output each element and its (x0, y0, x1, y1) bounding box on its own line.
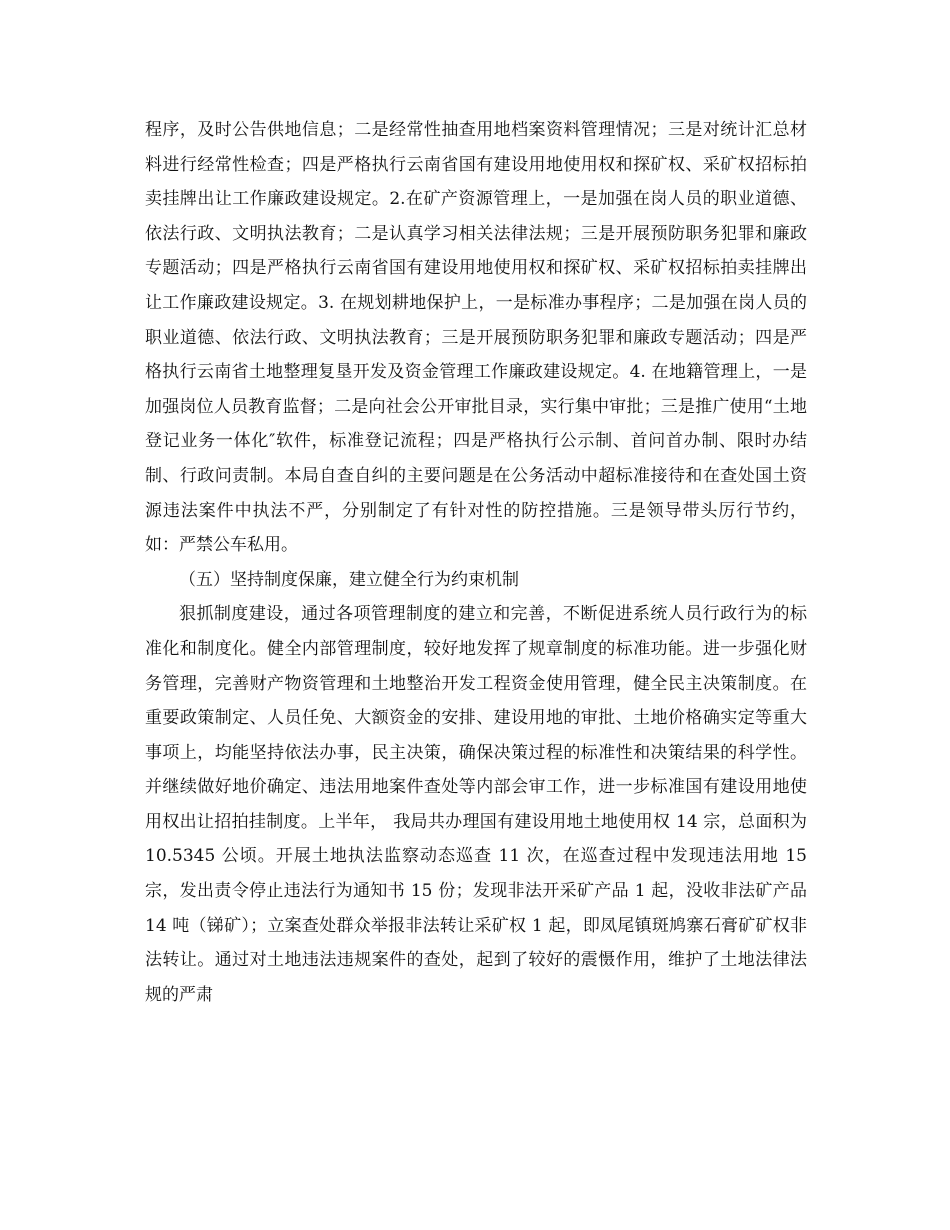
paragraph-continuation: 程序，及时公告供地信息；二是经常性抽查用地档案资料管理情况；三是对统计汇总材料进行经常性检查；四是严格执行云南省国有建设用地使用权和探矿权、采矿权招标拍卖挂牌出让工作廉政建设规定。2.在矿产资源管理上，一是加强在岗人员的职业道德、依法行政、文明执法教育；二是认真学习相关法律法规；三是开展预防职务犯罪和廉政专题活动；四是严格执行云南省国有建设用地使用权和探矿权、采矿权招标拍卖挂牌出让工作廉政建设规定。3. 在规划耕地保护上，一是标准办事程序；二是加强在岗人员的职业道德、依法行政、文明执法教育；三是开展预防职务犯罪和廉政专题活动；四是严格执行云南省土地整理复垦开发及资金管理工作廉政建设规定。4. 在地籍管理上，一是加强岗位人员教育监督；二是向社会公开审批目录，实行集中审批；三是推广使用“土地登记业务一体化″软件，标准登记流程；四是严格执行公示制、首问首办制、限时办结制、行政问责制。本局自查自纠的主要问题是在公务活动中超标准接待和在查处国土资源违法案件中执法不严，分别制定了有针对性的防控措施。三是领导带头厉行节约，如：严禁公车私用。 (145, 120, 807, 556)
paragraph-institution-building: 狠抓制度建设，通过各项管理制度的建立和完善，不断促进系统人员行政行为的标准化和制度化。健全内部管理制度，较好地发挥了规章制度的标准功能。进一步强化财务管理，完善财产物资管理和土地整治开发工程资金使用管理，健全民主决策制度。在重要政策制定、人员任免、大额资金的安排、建设用地的审批、土地价格确实定等重大事项上，均能坚持依法办事，民主决策，确保决策过程的标准性和决策结果的科学性。并继续做好地价确定、违法用地案件查处等内部会审工作，进一步标准国有建设用地使用权出让招拍挂制度。上半年， 我局共办理国有建设用地土地使用权 14 宗，总面积为 10.5345 公顷。开展土地执法监察动态巡查 11 次，在巡查过程中发现违法用地 15 宗，发出责令停止违法行为通知书 15 份；发现非法开采矿产品 1 起，没收非法矿产品 14 吨（锑矿）；立案查处群众举报非法转让采矿权 1 起，即凤尾镇斑鸠寨石膏矿矿权非法转让。通过对土地违法违规案件的查处，起到了较好的震慑作用，维护了土地法律法规的严肃 (145, 604, 807, 1005)
section-heading: （五）坚持制度保廉，建立健全行为约束机制 (179, 569, 519, 590)
document-body (145, 113, 807, 1012)
